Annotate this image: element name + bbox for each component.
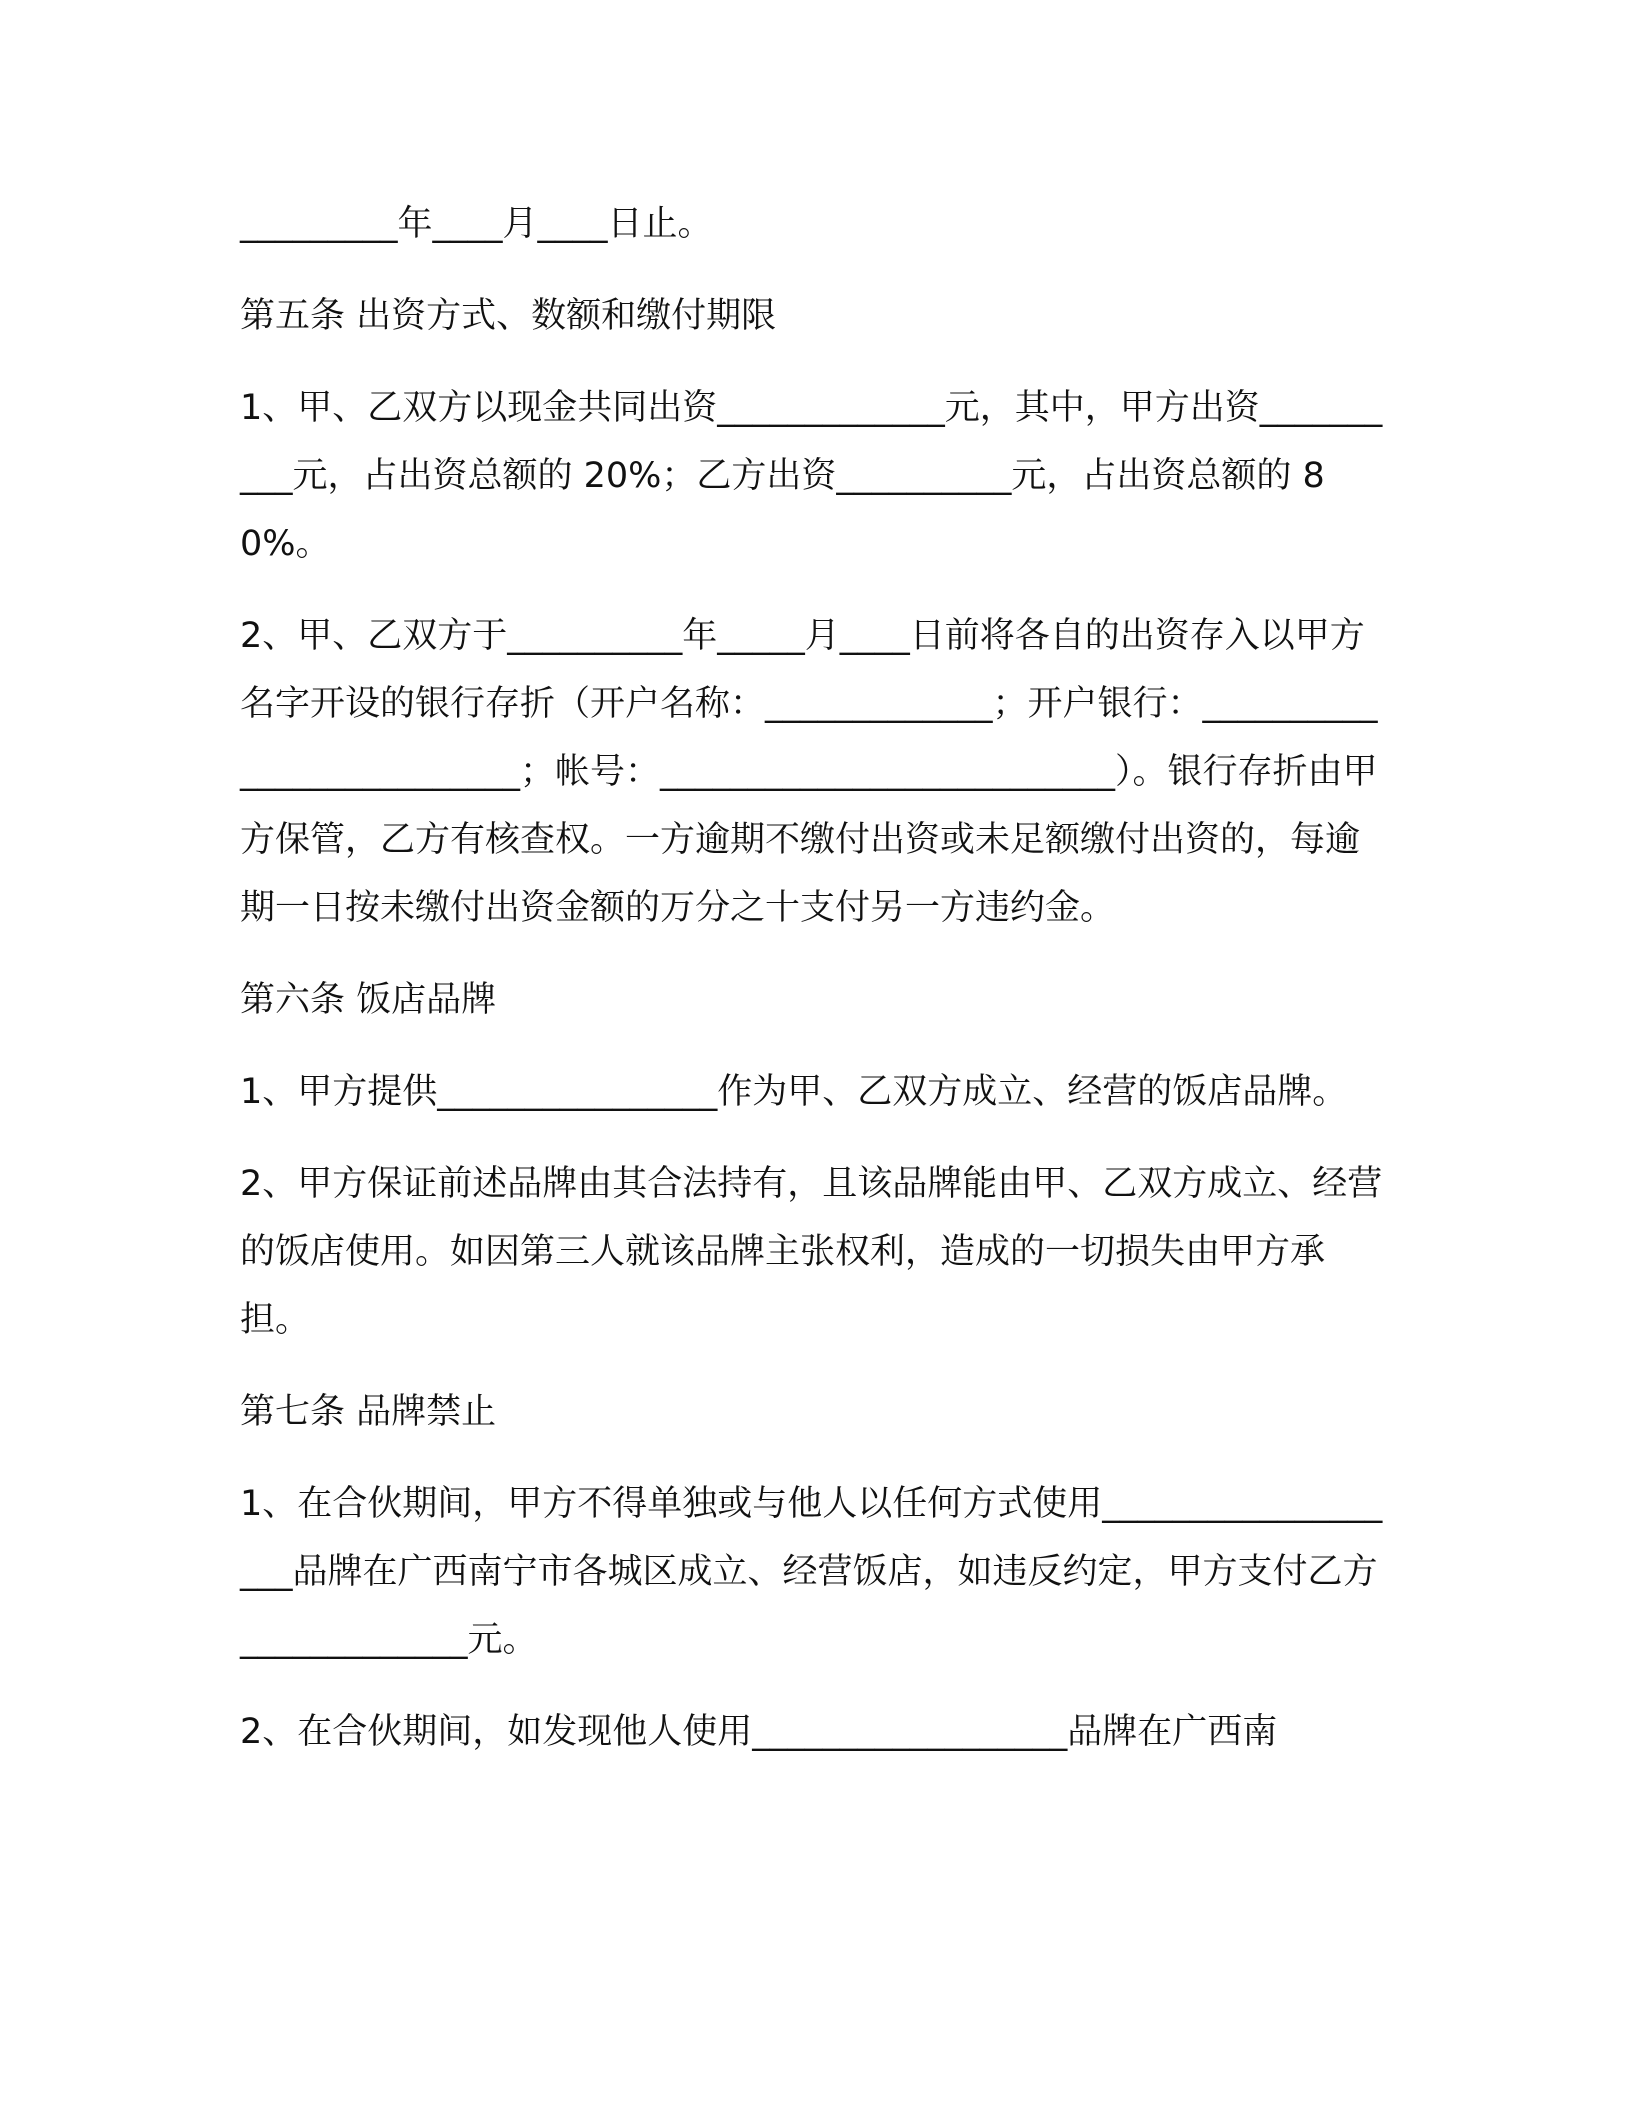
article-7-clause-2: 2、在合伙期间，如发现他人使用__________________品牌在广西南 [240, 1712, 1278, 1752]
article-6-heading: 第六条 饭店品牌 [240, 980, 497, 1020]
article-5-clause-2: 2、甲、乙双方于__________年_____月____日前将各自的出资存入以甲方名字开设的银行存折（开户名称：_____________；开户银行：__________________________；帐号：__________________________）。银行存折由甲方保管，乙方有核查权。一方逾期不缴付出资或未足额缴付出资的，每逾期一日按未缴付出资金额的万分之十支付另一方违约金。 [240, 616, 1378, 928]
article-5-clause-1: 1、甲、乙双方以现金共同出资_____________元，其中，甲方出资__________元，占出资总额的 20%；乙方出资__________元，占出资总额的 80%。 [240, 388, 1383, 564]
date-end-line: _________年____月____日止。 [240, 204, 713, 244]
article-6-clause-2: 2、甲方保证前述品牌由其合法持有，且该品牌能由甲、乙双方成立、经营的饭店使用。如因第三人就该品牌主张权利，造成的一切损失由甲方承担。 [240, 1164, 1383, 1340]
document-page [240, 190, 1390, 1790]
article-5-heading: 第五条 出资方式、数额和缴付期限 [240, 296, 777, 336]
article-7-clause-1: 1、在合伙期间，甲方不得单独或与他人以任何方式使用___________________品牌在广西南宁市各城区成立、经营饭店，如违反约定，甲方支付乙方_____________元。 [240, 1484, 1383, 1660]
article-6-clause-1: 1、甲方提供________________作为甲、乙双方成立、经营的饭店品牌。 [240, 1072, 1348, 1112]
article-7-heading: 第七条 品牌禁止 [240, 1392, 497, 1432]
